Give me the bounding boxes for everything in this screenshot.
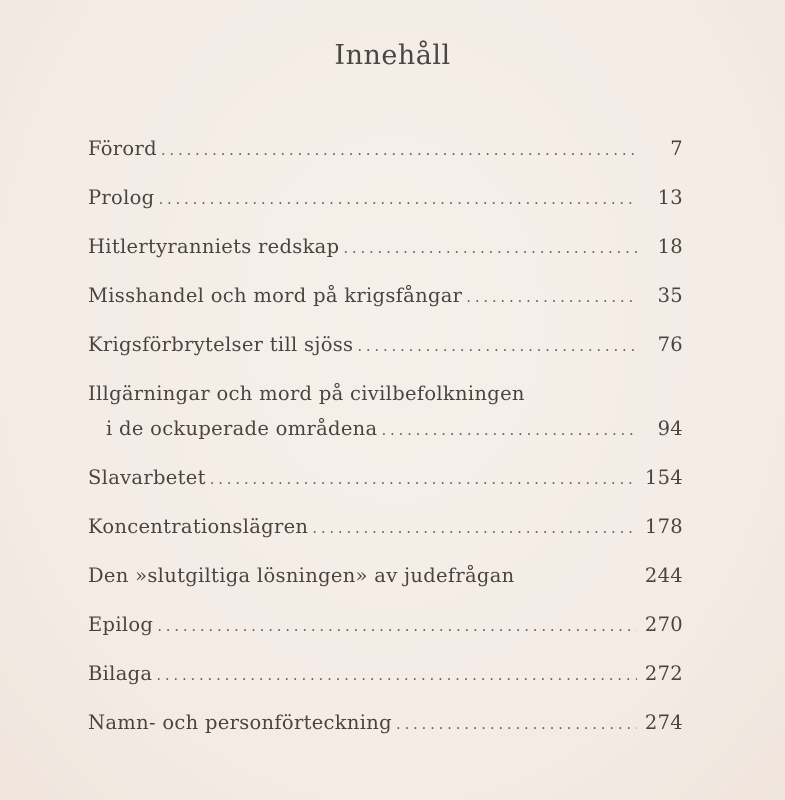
toc-entry xyxy=(88,333,683,382)
table-of-contents xyxy=(88,137,683,760)
toc-entry-label: Slavarbetet xyxy=(88,466,206,489)
dot-leader xyxy=(466,288,637,306)
toc-entry-label: Bilaga xyxy=(88,662,153,685)
toc-entry-page: 270 xyxy=(644,613,683,636)
toc-entry-label: Krigsförbrytelser till sjöss xyxy=(88,333,354,356)
toc-entry xyxy=(88,466,683,515)
dot-leader xyxy=(312,519,637,537)
toc-entry-page: 13 xyxy=(657,186,683,209)
toc-entry-page: 154 xyxy=(644,466,683,489)
dot-leader xyxy=(158,190,637,208)
toc-entry xyxy=(88,613,683,662)
toc-entry xyxy=(88,186,683,235)
dot-leader xyxy=(157,617,637,635)
toc-entry xyxy=(88,137,683,186)
toc-entry-page: 7 xyxy=(670,137,683,160)
toc-entry-page: 94 xyxy=(657,417,683,440)
toc-entry-label: Förord xyxy=(88,137,157,160)
page-title: Innehåll xyxy=(334,40,451,71)
toc-entry-label: Koncentrationslägren xyxy=(88,515,309,538)
toc-entry xyxy=(88,235,683,284)
toc-entry-label-continued: i de ockuperade områdena xyxy=(106,417,378,440)
toc-entry-label: Den »slutgiltiga lösningen» av judefrågan xyxy=(88,564,515,587)
toc-entry-label: Misshandel och mord på krigsfångar xyxy=(88,284,463,307)
toc-entry-label: Prolog xyxy=(88,186,155,209)
dot-leader xyxy=(381,421,637,439)
toc-entry-page: 274 xyxy=(644,711,683,734)
toc-entry-page: 272 xyxy=(644,662,683,685)
toc-entry xyxy=(88,284,683,333)
toc-entry-label: Namn- och personförteckning xyxy=(88,711,392,734)
toc-entry-continuation xyxy=(88,417,683,466)
toc-entry-page: 244 xyxy=(644,564,683,587)
dot-leader xyxy=(161,141,637,159)
toc-entry-page: 178 xyxy=(644,515,683,538)
toc-entry-page: 18 xyxy=(657,235,683,258)
dot-leader xyxy=(357,337,637,355)
dot-leader xyxy=(396,715,637,733)
toc-entry-page: 35 xyxy=(657,284,683,307)
dot-leader xyxy=(210,470,637,488)
toc-entry xyxy=(88,711,683,760)
toc-entry xyxy=(88,515,683,564)
dot-leader xyxy=(343,239,637,257)
dot-leader xyxy=(156,666,637,684)
toc-entry-label: Hitlertyranniets redskap xyxy=(88,235,340,258)
toc-entry-label: Illgärningar och mord på civilbefolkningen xyxy=(88,382,525,405)
toc-entry-page: 76 xyxy=(657,333,683,356)
toc-entry-label: Epilog xyxy=(88,613,154,636)
toc-entry-first-line xyxy=(88,382,683,417)
toc-entry xyxy=(88,564,683,613)
toc-entry xyxy=(88,662,683,711)
